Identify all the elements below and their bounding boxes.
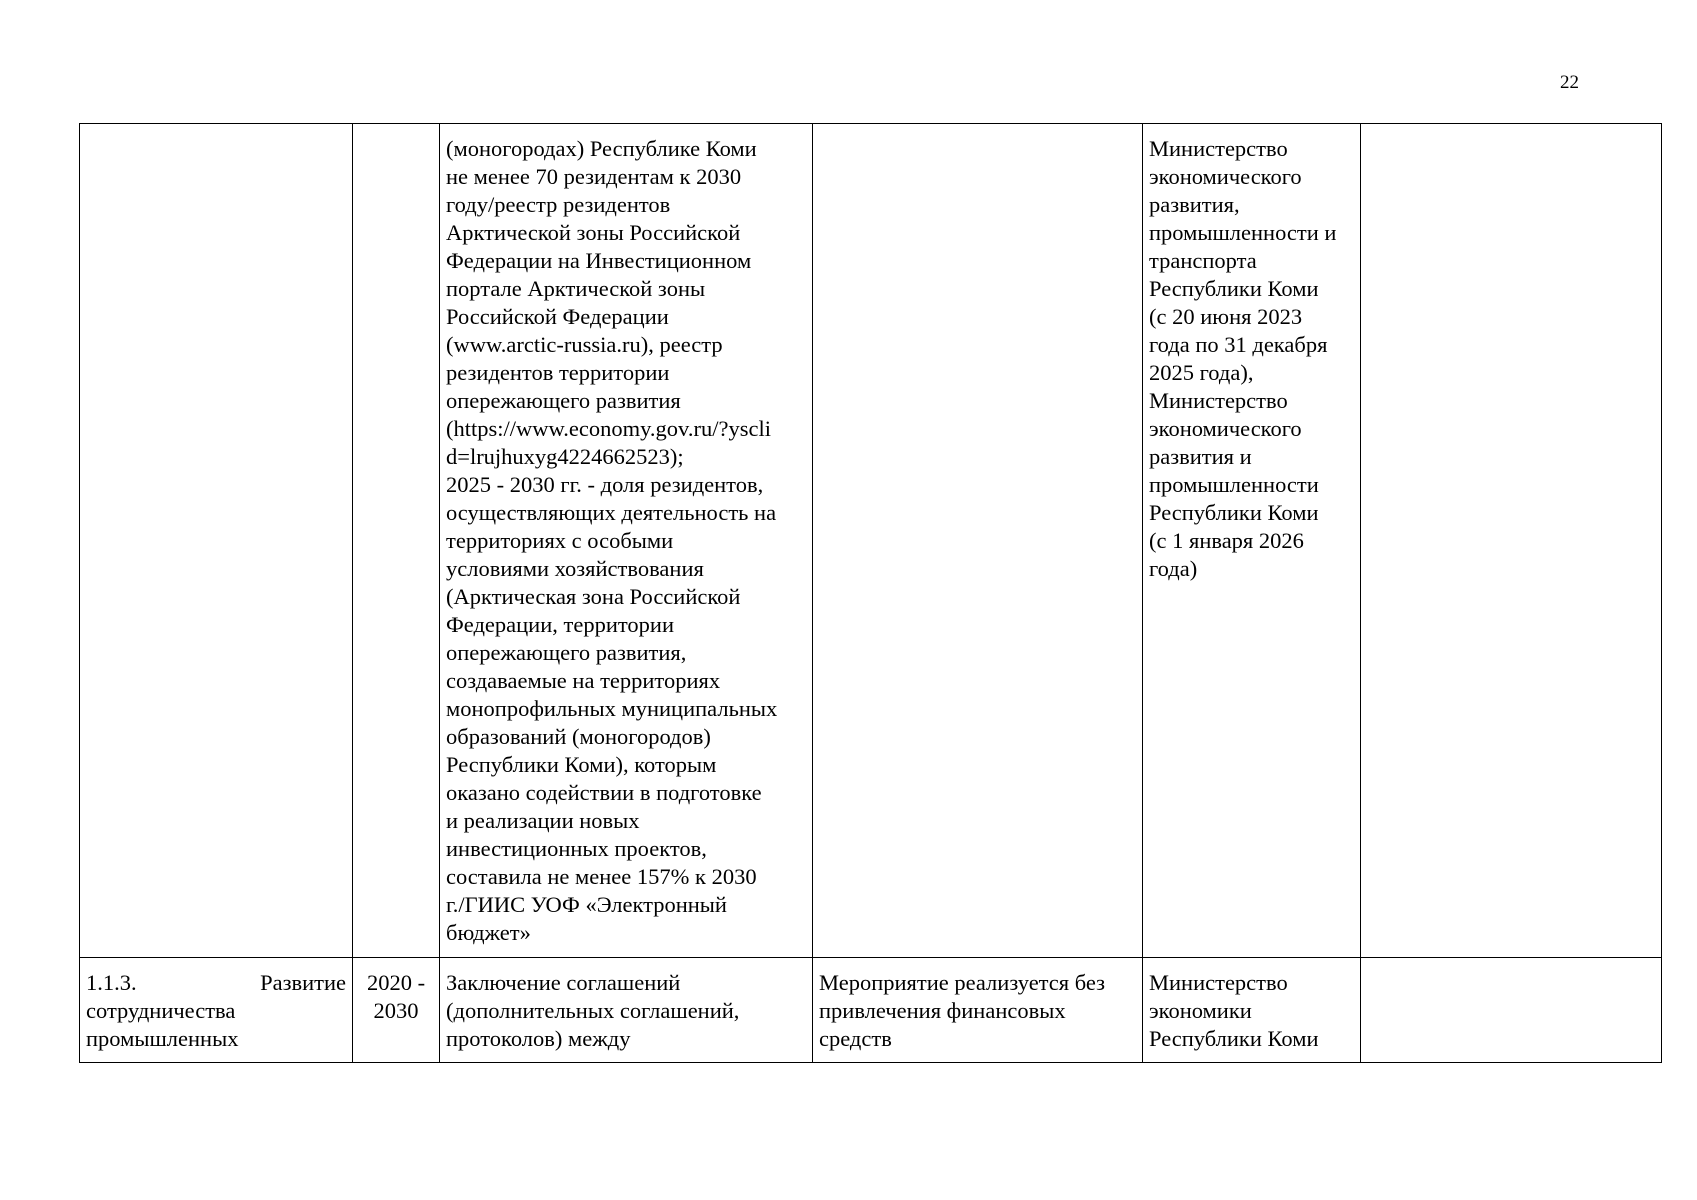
table-cell-notes [1361,124,1662,958]
table-cell-notes [1361,958,1662,1063]
table-cell-period [353,124,440,958]
table-cell-responsible [1143,124,1361,958]
cell-text: (моногородах) Республике Коми не менее 70 резидентам к 2030 году/реестр резидентов Арктической зоны Российской Федерации на Инвестиционном портале Арктической зоны Российской Федерации (www.arctic-russia.ru), реестр резидентов территории опережающего развития (https://www.economy.gov.ru/?yscli d=lrujhuxyg4224662523); 2025 - 2030 гг. - доля резидентов, осуществляющих деятельность на территориях с особыми условиями хозяйствования (Арктическая зона Российской Федерации, территории опережающего развития, создаваемые на территориях монопрофильных муниципальных образований (моногородов) Республики Коми), которым оказано содействии в подготовке и реализации новых инвестиционных проектов, составила не менее 157% к 2030 г./ГИИС УОФ «Электронный бюджет» [446,136,778,945]
table-row [80,958,1662,1063]
measure-title-line [86,969,346,997]
table-cell-financing [813,958,1143,1063]
table-cell-financing [813,124,1143,958]
measures-table [79,123,1662,1063]
measure-title-word: Развитие [260,970,346,995]
table-cell-measure-name [80,958,353,1063]
table-cell-responsible [1143,958,1361,1063]
cell-text: Министерство экономики Республики Коми [1149,970,1319,1051]
page-number: 22 [1560,72,1579,93]
table-cell-period [353,958,440,1063]
cell-text: Министерство экономического развития, промышленности и транспорта Республики Коми (с 20 июня 2023 года по 31 декабря 2025 года), Министерство экономического развития и промышленности Республики Коми (с 1 января 2026 года) [1149,136,1337,581]
cell-text: Мероприятие реализуется без привлечения финансовых средств [819,970,1106,1051]
table-cell-expected-result [440,124,813,958]
table-cell-measure-name [80,124,353,958]
table-cell-expected-result [440,958,813,1063]
measure-number: 1.1.3. [86,970,137,995]
table-row [80,124,1662,958]
cell-text: 2020 - 2030 [366,970,426,1023]
measure-title-rest: сотрудничества промышленных [86,998,239,1051]
cell-text: Заключение соглашений (дополнительных соглашений, протоколов) между [446,970,740,1051]
